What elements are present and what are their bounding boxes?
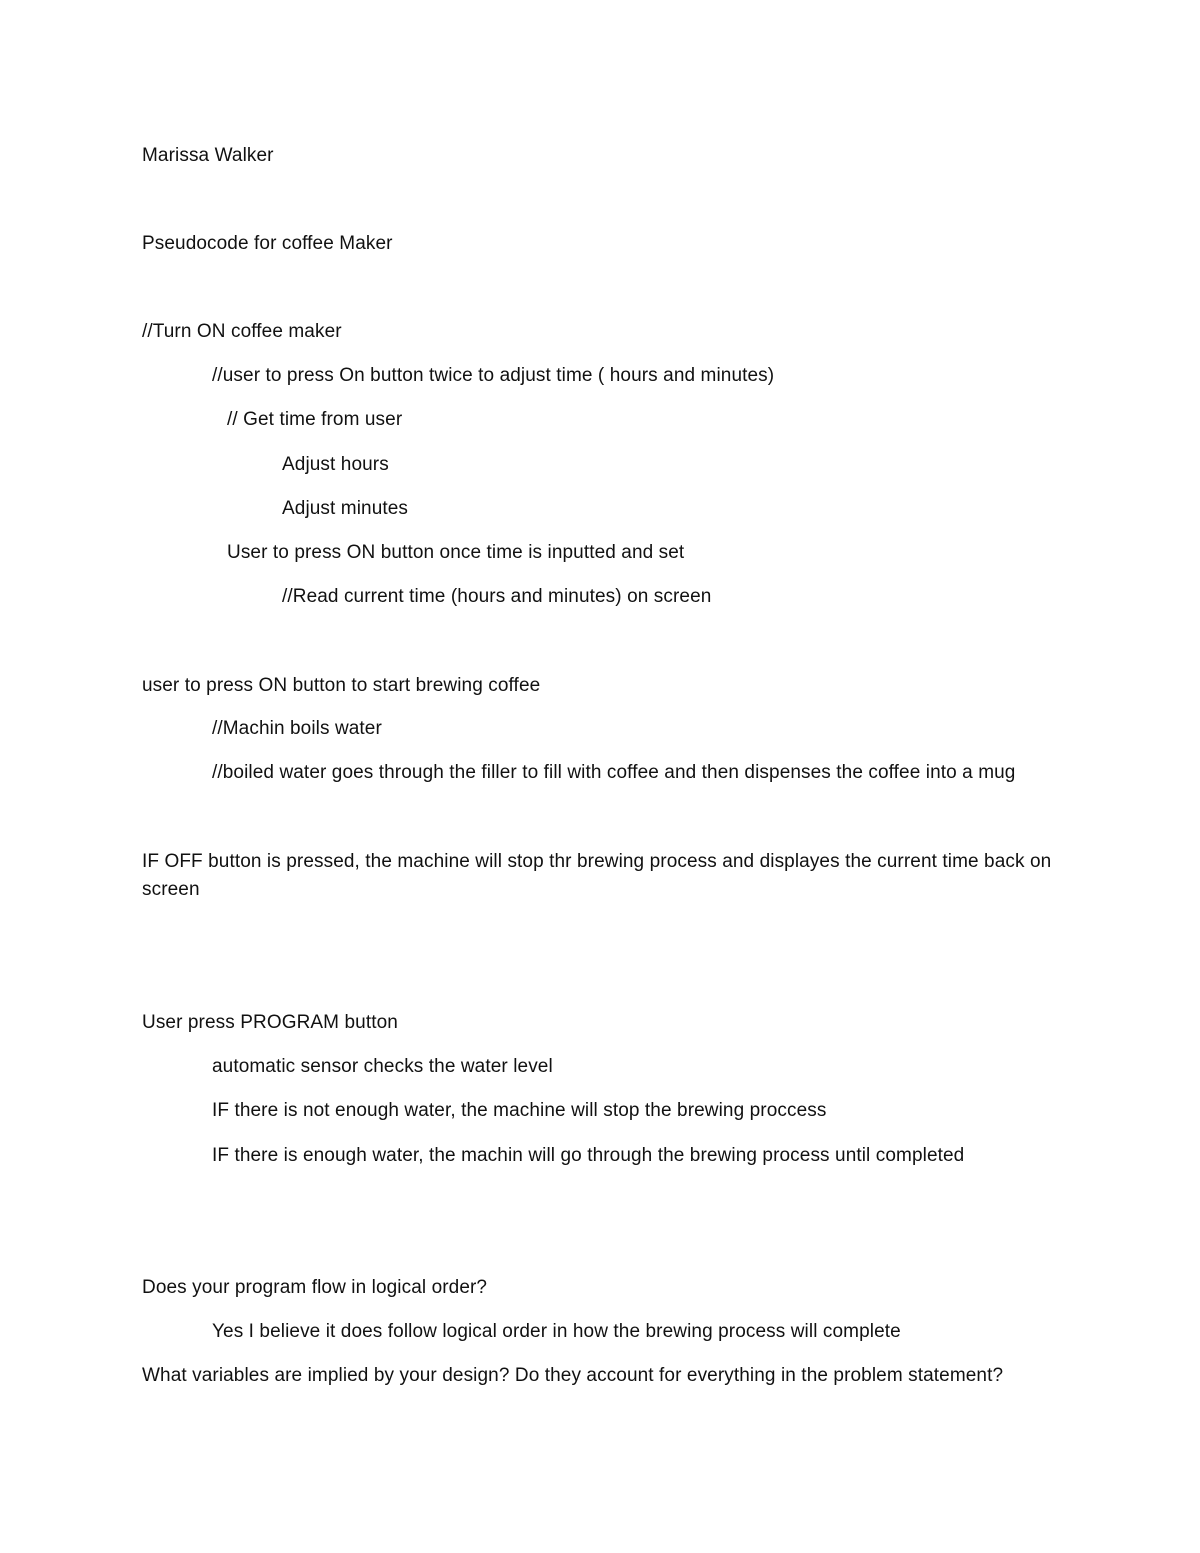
question-line: Does your program flow in logical order? (142, 1277, 488, 1298)
author-name: Marissa Walker (142, 145, 274, 166)
pseudocode-line: automatic sensor checks the water level (212, 1056, 553, 1077)
pseudocode-line: User press PROGRAM button (142, 1012, 398, 1033)
pseudocode-line: //Machin boils water (212, 718, 382, 739)
pseudocode-line: IF there is enough water, the machin will go through the brewing process until completed (212, 1145, 965, 1166)
pseudocode-line: User to press ON button once time is inputted and set (227, 542, 685, 563)
pseudocode-line: //Turn ON coffee maker (142, 321, 342, 342)
pseudocode-line: Adjust minutes (282, 498, 409, 519)
pseudocode-line: // Get time from user (227, 409, 403, 430)
answer-line: Yes I believe it does follow logical order in how the brewing process will complete (212, 1321, 901, 1342)
pseudocode-line: //boiled water goes through the filler to fill with coffee and then dispenses the coffee into a mug (212, 762, 1016, 783)
pseudocode-line: IF there is not enough water, the machine will stop the brewing proccess (212, 1100, 827, 1121)
pseudocode-line: //user to press On button twice to adjust time ( hours and minutes) (212, 365, 775, 386)
pseudocode-line: Adjust hours (282, 454, 389, 475)
pseudocode-line: //Read current time (hours and minutes) on screen (282, 586, 712, 607)
document-title: Pseudocode for coffee Maker (142, 233, 393, 254)
pseudocode-line: user to press ON button to start brewing coffee (142, 675, 541, 696)
question-line: What variables are implied by your design? Do they account for everything in the problem statement? (142, 1365, 1004, 1386)
pseudocode-paragraph: IF OFF button is pressed, the machine will stop thr brewing process and displayes the current time back on screen (142, 851, 1052, 900)
